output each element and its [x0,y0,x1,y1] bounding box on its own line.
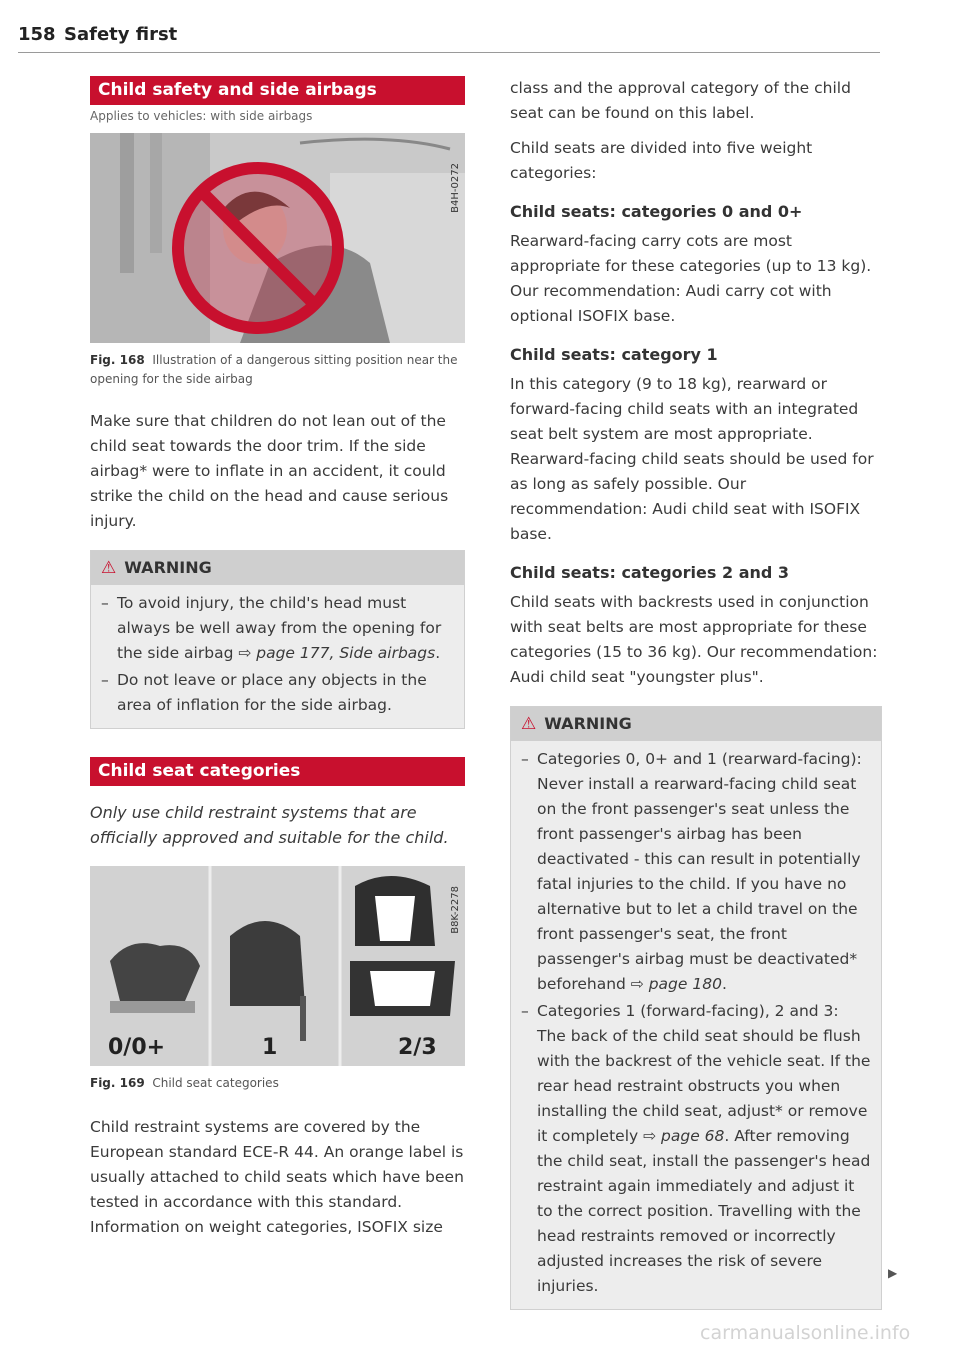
figure-label: Fig. 168 [90,353,145,367]
warning-item: – To avoid injury, the child's head must always be well away from the opening for the side airbag ⇨ page 177, Side airbags. [101,594,442,662]
dangerous-position-illustration [90,133,465,343]
header-title: Safety first [64,24,178,45]
page-link[interactable]: ⇨ page 68 [643,1127,725,1145]
page-link[interactable]: ⇨ page 177, Side airbags [238,644,436,662]
body-text: Rearward-facing carry cots are most appropriate for these categories (up to 13 kg). Our recommendation: Audi carry cot with optional ISOFIX base. [510,232,872,325]
right-column [510,76,882,1310]
warning-item: – Categories 0, 0+ and 1 (rearward-facing): Never install a rearward-facing child seat on the front passenger's seat unless the front passenger's airbag has been deactivated - this can result in potentially fatal injuries to the child. If you have no alternative but to let a child travel on the front passenger's seat, the front passenger's airbag must be deactivated* beforehand ⇨ page 180. [521,750,862,993]
seat-label-1: 1 [262,1035,278,1060]
page-number: 158 [18,24,56,45]
continue-arrow-icon: ▶ [888,1266,898,1280]
subheading: Child seats: category 1 [510,345,718,364]
watermark: carmanualsonline.info [700,1322,911,1344]
figure-code: B8K-2278 [450,886,461,934]
figure-168 [90,133,465,343]
warning-item: – Do not leave or place any objects in the area of inflation for the side airbag. [101,671,427,714]
figure-caption-text: Child seat categories [152,1076,279,1090]
left-column [90,76,465,1240]
subheading: Child seats: categories 2 and 3 [510,563,790,582]
applies-note: Applies to vehicles: with side airbags [90,109,313,123]
page-header [18,22,880,53]
seat-label-0: 0/0+ [108,1035,166,1060]
page-link[interactable]: ⇨ page 180 [630,975,722,993]
figure-code: B4H-0272 [450,163,461,213]
figure-label: Fig. 169 [90,1076,145,1090]
warning-header [511,707,881,741]
figure-caption [90,351,465,389]
figure-caption-text: Illustration of a dangerous sitting position near the opening for the side airbag [90,353,458,386]
seat-label-2: 2/3 [398,1035,437,1060]
warning-box [90,550,465,729]
body-text: Child seats with backrests used in conjunction with seat belts are most appropriate for these categories (15 to 36 kg). Our recommendation: Audi child seat "youngster plus". [510,593,878,686]
body-text: Child restraint systems are covered by the European standard ECE-R 44. An orange label is usually attached to child seats which have been tested in accordance with this standard. Information on weight categories, ISOFIX size [90,1118,464,1236]
figure-caption [90,1074,465,1093]
body-text: class and the approval category of the child seat can be found on this label. [510,79,851,122]
body-text: Child seats are divided into five weight categories: [510,139,813,182]
figure-169 [90,866,465,1066]
section-title-side-airbags: Child safety and side airbags [90,76,465,105]
warning-triangle-icon: ⚠ [101,558,117,578]
warning-item: – Categories 1 (forward-facing), 2 and 3: The back of the child seat should be flush with the backrest of the vehicle seat. If the rear head restraint obstructs you when installing the child seat, adjust* or remove it completely ⇨ page 68. After removing the child seat, install the passenger's head restraint again immediately and adjust it to the correct position. Travelling with the head restraints removed or incorrectly adjusted increases the risk of severe injuries. [521,1002,871,1295]
warning-label: WARNING [124,558,212,577]
warning-triangle-icon: ⚠ [521,714,537,734]
section-title-seat-categories: Child seat categories [90,757,465,786]
subheading: Child seats: categories 0 and 0+ [510,202,803,221]
warning-header [91,551,464,585]
warning-label: WARNING [544,714,632,733]
warning-box [510,706,882,1310]
body-text: Make sure that children do not lean out of the child seat towards the door trim. If the side airbag* were to inflate in an accident, it could strike the child on the head and cause serious injury. [90,412,449,530]
intro-text: Only use child restraint systems that are officially approved and suitable for the child. [90,803,449,847]
body-text: In this category (9 to 18 kg), rearward or forward-facing child seats with an integrated seat belt system are most appropriate. Rearward-facing child seats should be used for as long as safely possible. Our recommendation: Audi child seat with ISOFIX base. [510,375,874,543]
